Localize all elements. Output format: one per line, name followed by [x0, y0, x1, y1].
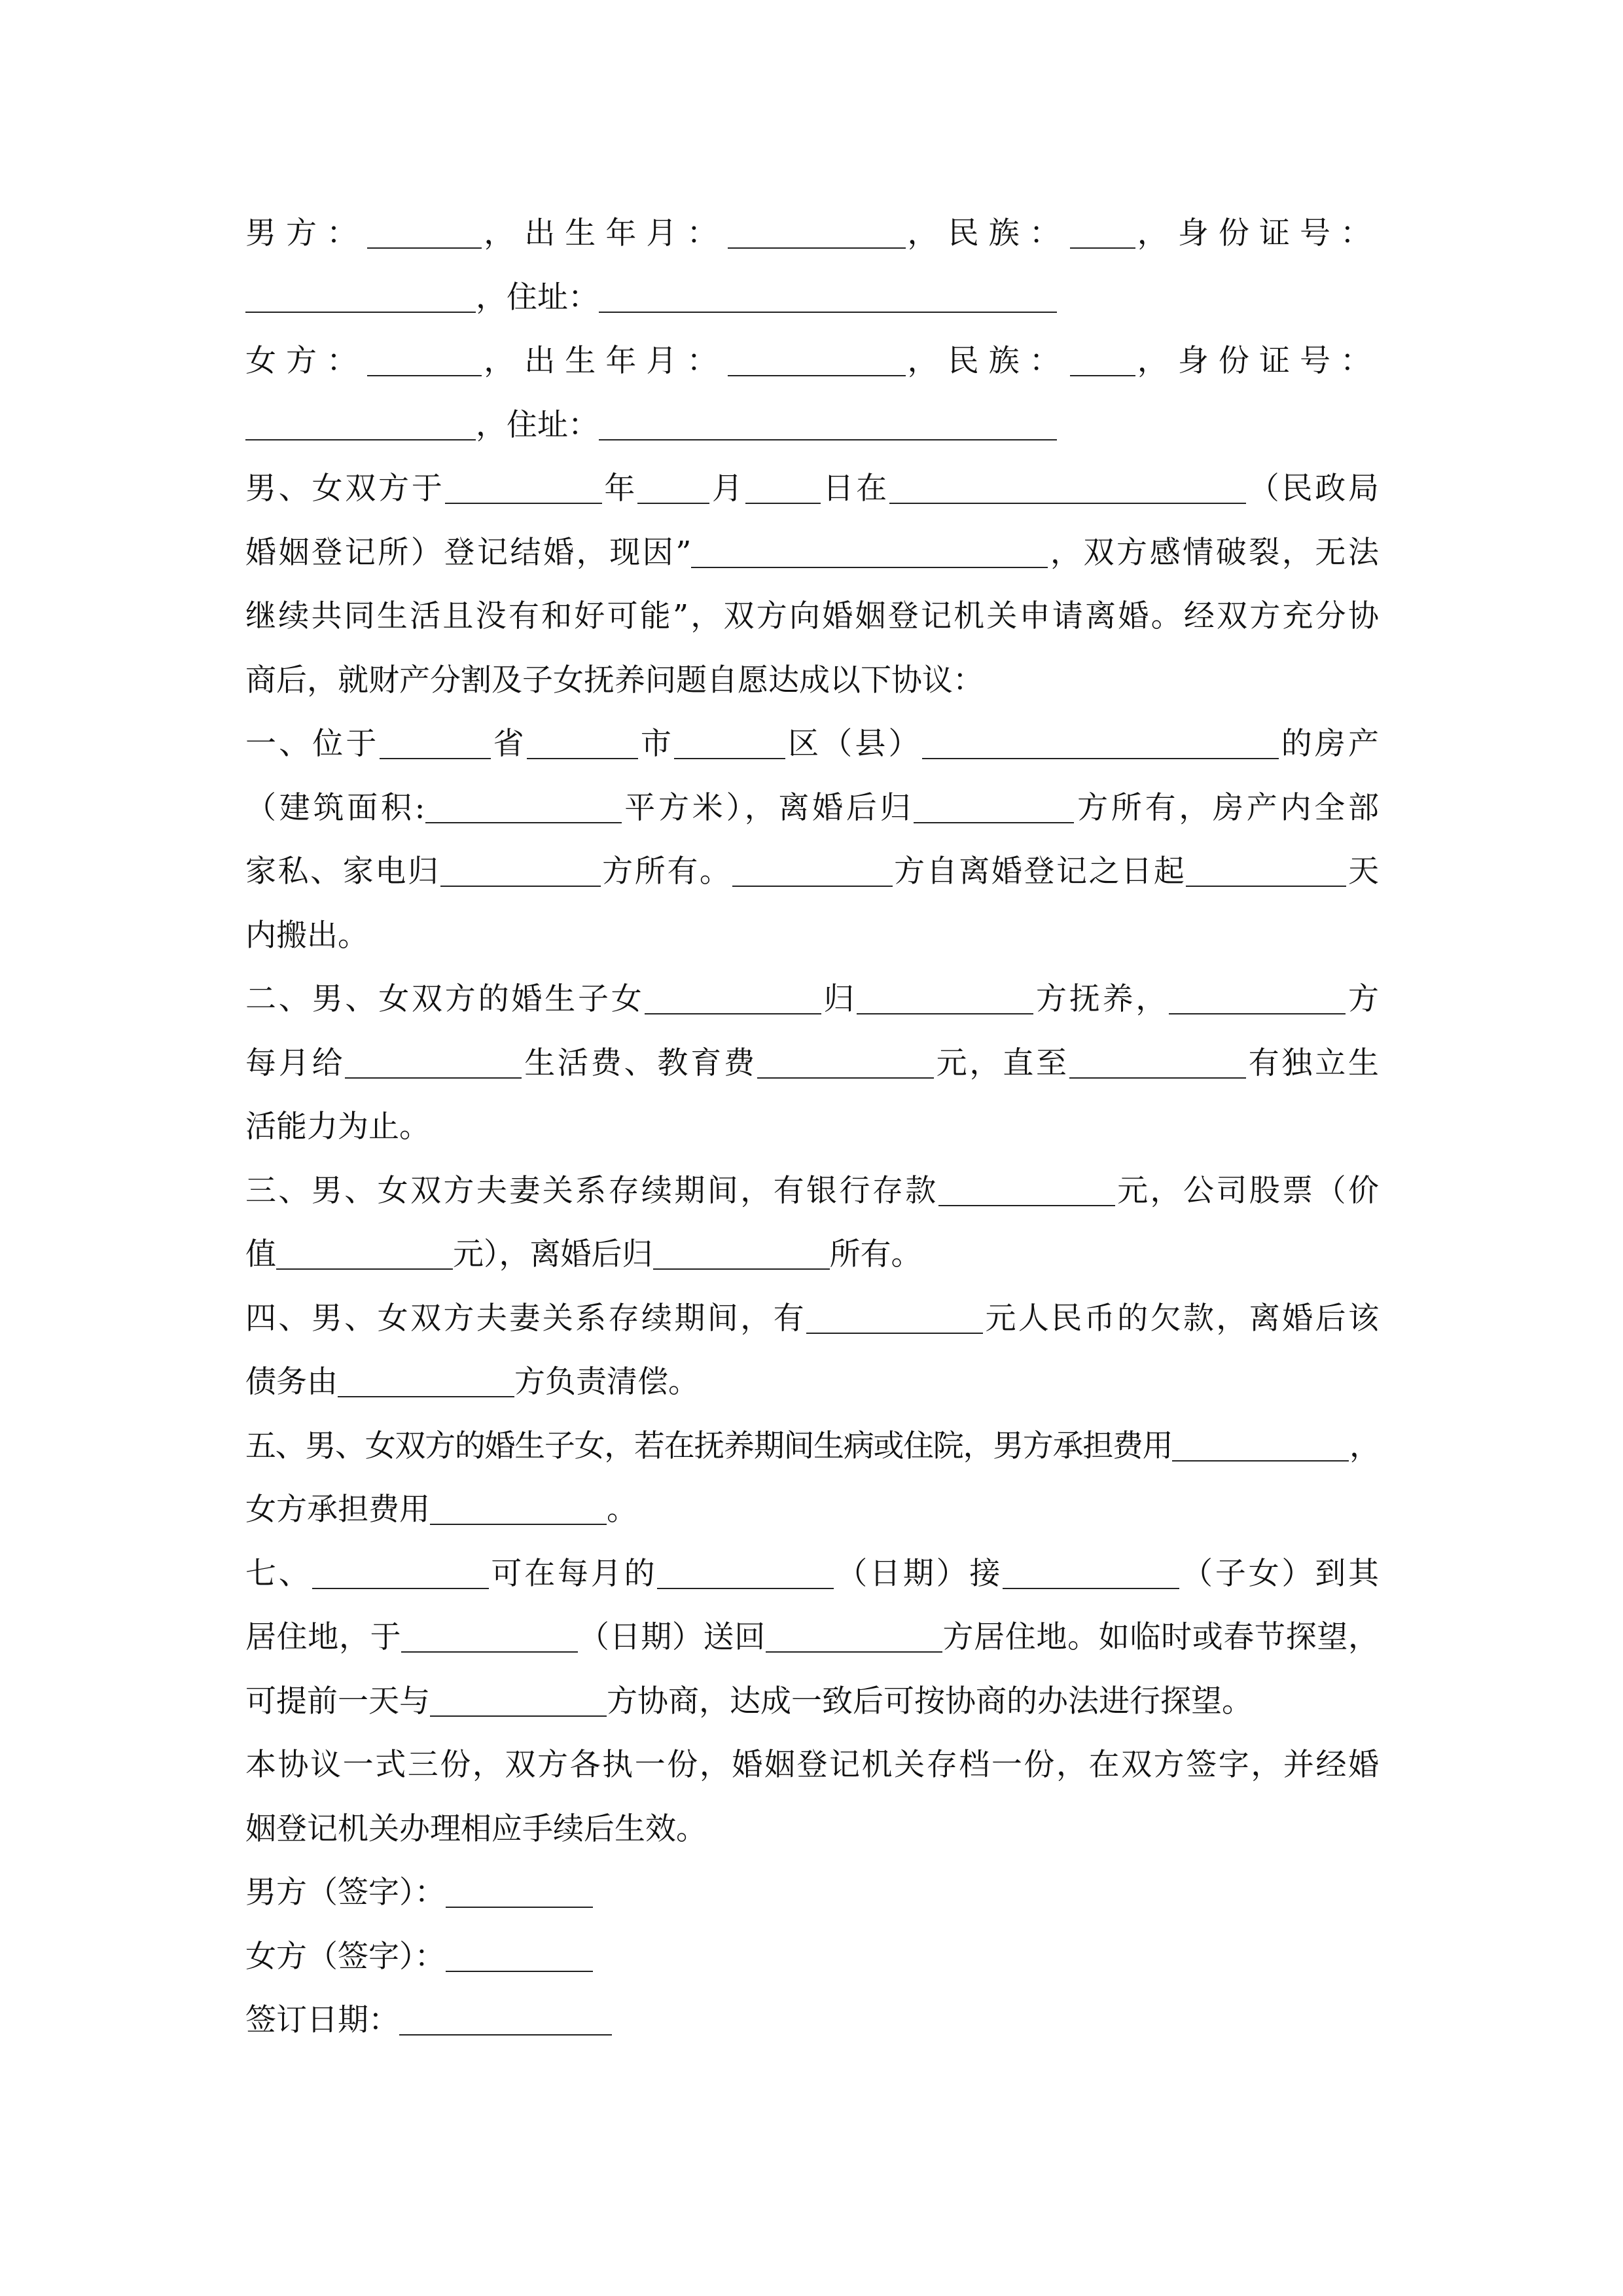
clause-5-line-1	[245, 1414, 1379, 1479]
clause-text: 可在每月的	[488, 1555, 658, 1592]
clause-text: 区（县）	[785, 726, 922, 762]
clause-1-line-3	[245, 840, 1379, 904]
clause-text: 方所有。	[600, 853, 732, 889]
clause-text: 债务由	[245, 1364, 338, 1400]
sign-date-label: 签订日期：	[245, 2002, 399, 2038]
property-owner-blank[interactable]	[914, 783, 1074, 823]
male-id-blank[interactable]	[245, 272, 476, 313]
clause-text: 内搬出。	[245, 917, 368, 954]
clause-2-line-3	[245, 1095, 1379, 1159]
female-address-label: ，住址：	[476, 406, 599, 443]
male-ethnicity-label: ，民族：	[905, 215, 1070, 251]
male-address-label: ，住址：	[476, 279, 599, 315]
clause-text: （子女）到其	[1179, 1555, 1379, 1592]
clause-text: 方所有，房产内全部	[1074, 789, 1379, 826]
area-blank[interactable]	[425, 783, 622, 823]
clause-text: 家私、家电归	[245, 853, 440, 889]
sign-date-line	[245, 1988, 1379, 2053]
clause-1-line-1	[245, 712, 1379, 776]
moving-party-blank[interactable]	[732, 846, 893, 887]
intro-line-3	[245, 584, 1379, 649]
divorce-agreement-document	[245, 202, 1379, 2053]
divorce-reason-blank[interactable]	[691, 528, 1048, 568]
female-ethnicity-label: ，民族：	[905, 343, 1070, 379]
male-signature-label: 男方（签字）：	[245, 1874, 446, 1910]
male-label: 男方：	[245, 215, 368, 251]
male-medical-share-blank[interactable]	[1172, 1421, 1349, 1462]
clause-text: 每月给	[245, 1045, 346, 1081]
female-ethnicity-blank[interactable]	[1070, 336, 1135, 376]
furniture-owner-blank[interactable]	[440, 846, 601, 887]
female-signature-line	[245, 1925, 1379, 1989]
clause-text: 居住地，于	[245, 1619, 402, 1655]
clause-2-line-2	[245, 1031, 1379, 1096]
month-label: 月	[709, 471, 745, 507]
consult-party-blank[interactable]	[430, 1676, 607, 1717]
female-signature-blank[interactable]	[446, 1931, 593, 1972]
asset-owner-blank[interactable]	[653, 1229, 830, 1270]
recipient-blank[interactable]	[345, 1038, 522, 1079]
marriage-year-blank[interactable]	[445, 463, 602, 504]
support-amount-blank[interactable]	[757, 1038, 934, 1079]
stock-value-blank[interactable]	[276, 1229, 453, 1270]
male-party-line	[245, 202, 1379, 266]
marriage-month-blank[interactable]	[637, 463, 709, 504]
bank-deposit-blank[interactable]	[938, 1166, 1115, 1206]
clause-text: 元），离婚后归	[453, 1236, 653, 1272]
female-id-label: ，身份证号：	[1135, 343, 1379, 379]
intro-line-4	[245, 649, 1379, 713]
male-name-blank[interactable]	[367, 208, 482, 249]
clause-text: 生活费、教育费	[522, 1045, 757, 1081]
clause-text: 归	[821, 981, 857, 1017]
female-label: 女方：	[245, 343, 368, 379]
male-ethnicity-blank[interactable]	[1070, 208, 1135, 249]
intro-text: 男、女双方于	[245, 471, 445, 507]
clause-7-line-2	[245, 1605, 1379, 1670]
male-signature-blank[interactable]	[446, 1867, 593, 1908]
clause-text: 的房产	[1278, 726, 1379, 762]
clause-3-line-2	[245, 1223, 1379, 1287]
clause-text: 女方承担费用	[245, 1492, 430, 1528]
female-address-blank[interactable]	[599, 400, 1057, 440]
clause-1-line-2	[245, 776, 1379, 840]
sign-date-blank[interactable]	[399, 1995, 612, 2036]
clause-text: 方居住地。如临时或春节探望，	[942, 1619, 1379, 1655]
male-id-label: ，身份证号：	[1135, 215, 1379, 251]
clause-text: （日期）送回	[578, 1619, 766, 1655]
clause-7-line-3	[245, 1670, 1379, 1734]
clause-text: 一、位于	[245, 726, 380, 762]
province-blank[interactable]	[380, 719, 491, 759]
return-party-blank[interactable]	[766, 1612, 942, 1653]
intro-line-2	[245, 521, 1379, 585]
civil-affairs-label: （民政局	[1245, 471, 1379, 507]
female-address-line	[245, 393, 1379, 457]
clause-5-line-2	[245, 1478, 1379, 1542]
intro-line-1	[245, 457, 1379, 521]
custody-party-blank[interactable]	[857, 974, 1033, 1014]
clause-text: 活能力为止。	[245, 1109, 430, 1145]
clause-text: （建筑面积:	[245, 789, 425, 826]
clause-7-line-1	[245, 1542, 1379, 1606]
city-blank[interactable]	[527, 719, 638, 759]
clause-text: 天	[1346, 853, 1379, 889]
child-name-blank[interactable]	[645, 974, 821, 1014]
clause-text: 三、男、女双方夫妻关系存续期间，有银行存款	[245, 1172, 938, 1209]
clause-text: 市	[637, 726, 674, 762]
property-address-blank[interactable]	[922, 719, 1279, 759]
clause-4-line-1	[245, 1287, 1379, 1351]
clause-text: 五、男、女双方的婚生子女，若在抚养期间生病或住院，男方承担费用	[245, 1427, 1173, 1464]
clause-text: 。	[607, 1492, 637, 1528]
female-name-blank[interactable]	[367, 336, 482, 376]
intro-text: ，双方感情破裂，无法	[1048, 534, 1379, 571]
clause-text: 所有。	[829, 1236, 922, 1272]
closing-line-2	[245, 1797, 1379, 1861]
paying-party-blank[interactable]	[1169, 974, 1346, 1014]
pickup-date-blank[interactable]	[657, 1549, 834, 1589]
clause-4-line-2	[245, 1350, 1379, 1414]
clause-text: 可提前一天与	[245, 1683, 430, 1719]
clause-text: （日期）接	[834, 1555, 1003, 1592]
male-signature-line	[245, 1861, 1379, 1925]
female-medical-share-blank[interactable]	[430, 1484, 607, 1525]
return-date-blank[interactable]	[401, 1612, 578, 1653]
clause-text: 二、男、女双方的婚生子女	[245, 981, 645, 1017]
female-id-blank[interactable]	[245, 400, 476, 440]
clause-3-line-1	[245, 1159, 1379, 1223]
marriage-day-blank[interactable]	[745, 463, 821, 504]
closing-line-1	[245, 1733, 1379, 1797]
day-label: 日在	[820, 471, 889, 507]
clause-text: 平方米），离婚后归	[621, 789, 914, 826]
female-birth-label: ，出生年月：	[482, 343, 728, 379]
moving-days-blank[interactable]	[1186, 846, 1346, 887]
male-address-blank[interactable]	[599, 272, 1057, 313]
clause-text: 方自离婚登记之日起	[892, 853, 1186, 889]
clause-2-line-1	[245, 967, 1379, 1031]
debt-party-blank[interactable]	[338, 1357, 514, 1397]
district-blank[interactable]	[674, 719, 785, 759]
debt-amount-blank[interactable]	[806, 1293, 983, 1334]
clause-text: 七、	[245, 1555, 312, 1592]
male-address-line	[245, 266, 1379, 330]
clause-text: 元，公司股票（价	[1115, 1172, 1379, 1209]
male-birth-blank[interactable]	[728, 208, 906, 249]
clause-text: 方	[1346, 981, 1379, 1017]
closing-text: 本协议一式三份，双方各执一份，婚姻登记机关存档一份，在双方签字，并经婚	[245, 1747, 1379, 1783]
female-birth-blank[interactable]	[728, 336, 906, 376]
clause-text: 值	[245, 1236, 276, 1272]
intro-text: 婚姻登记所）登记结婚，现因”	[245, 534, 692, 571]
clause-1-line-4	[245, 904, 1379, 968]
closing-text: 姻登记机关办理相应手续后生效。	[245, 1810, 707, 1847]
female-party-line	[245, 329, 1379, 393]
support-until-blank[interactable]	[1069, 1038, 1246, 1079]
clause-text: 元，直至	[933, 1045, 1069, 1081]
clause-text: 省	[490, 726, 527, 762]
child-visit-blank[interactable]	[1003, 1549, 1179, 1589]
female-signature-label: 女方（签字）：	[245, 1938, 446, 1975]
visiting-party-blank[interactable]	[312, 1549, 489, 1589]
intro-text: 继续共同生活且没有和好可能”，双方向婚姻登记机关申请离婚。经双方充分协	[245, 598, 1379, 634]
clause-text: 方负责清偿。	[514, 1364, 699, 1400]
registry-office-blank[interactable]	[889, 463, 1246, 504]
clause-text: 元人民币的欠款，离婚后该	[983, 1300, 1379, 1336]
clause-text: ，	[1349, 1427, 1379, 1464]
clause-text: 有独立生	[1245, 1045, 1379, 1081]
year-label: 年	[601, 471, 638, 507]
clause-text: 方抚养，	[1033, 981, 1169, 1017]
clause-text: 方协商，达成一致后可按协商的办法进行探望。	[607, 1683, 1253, 1719]
male-birth-label: ，出生年月：	[482, 215, 728, 251]
clause-text: 四、男、女双方夫妻关系存续期间，有	[245, 1300, 807, 1336]
intro-text: 商后，就财产分割及子女抚养问题自愿达成以下协议：	[245, 662, 984, 698]
